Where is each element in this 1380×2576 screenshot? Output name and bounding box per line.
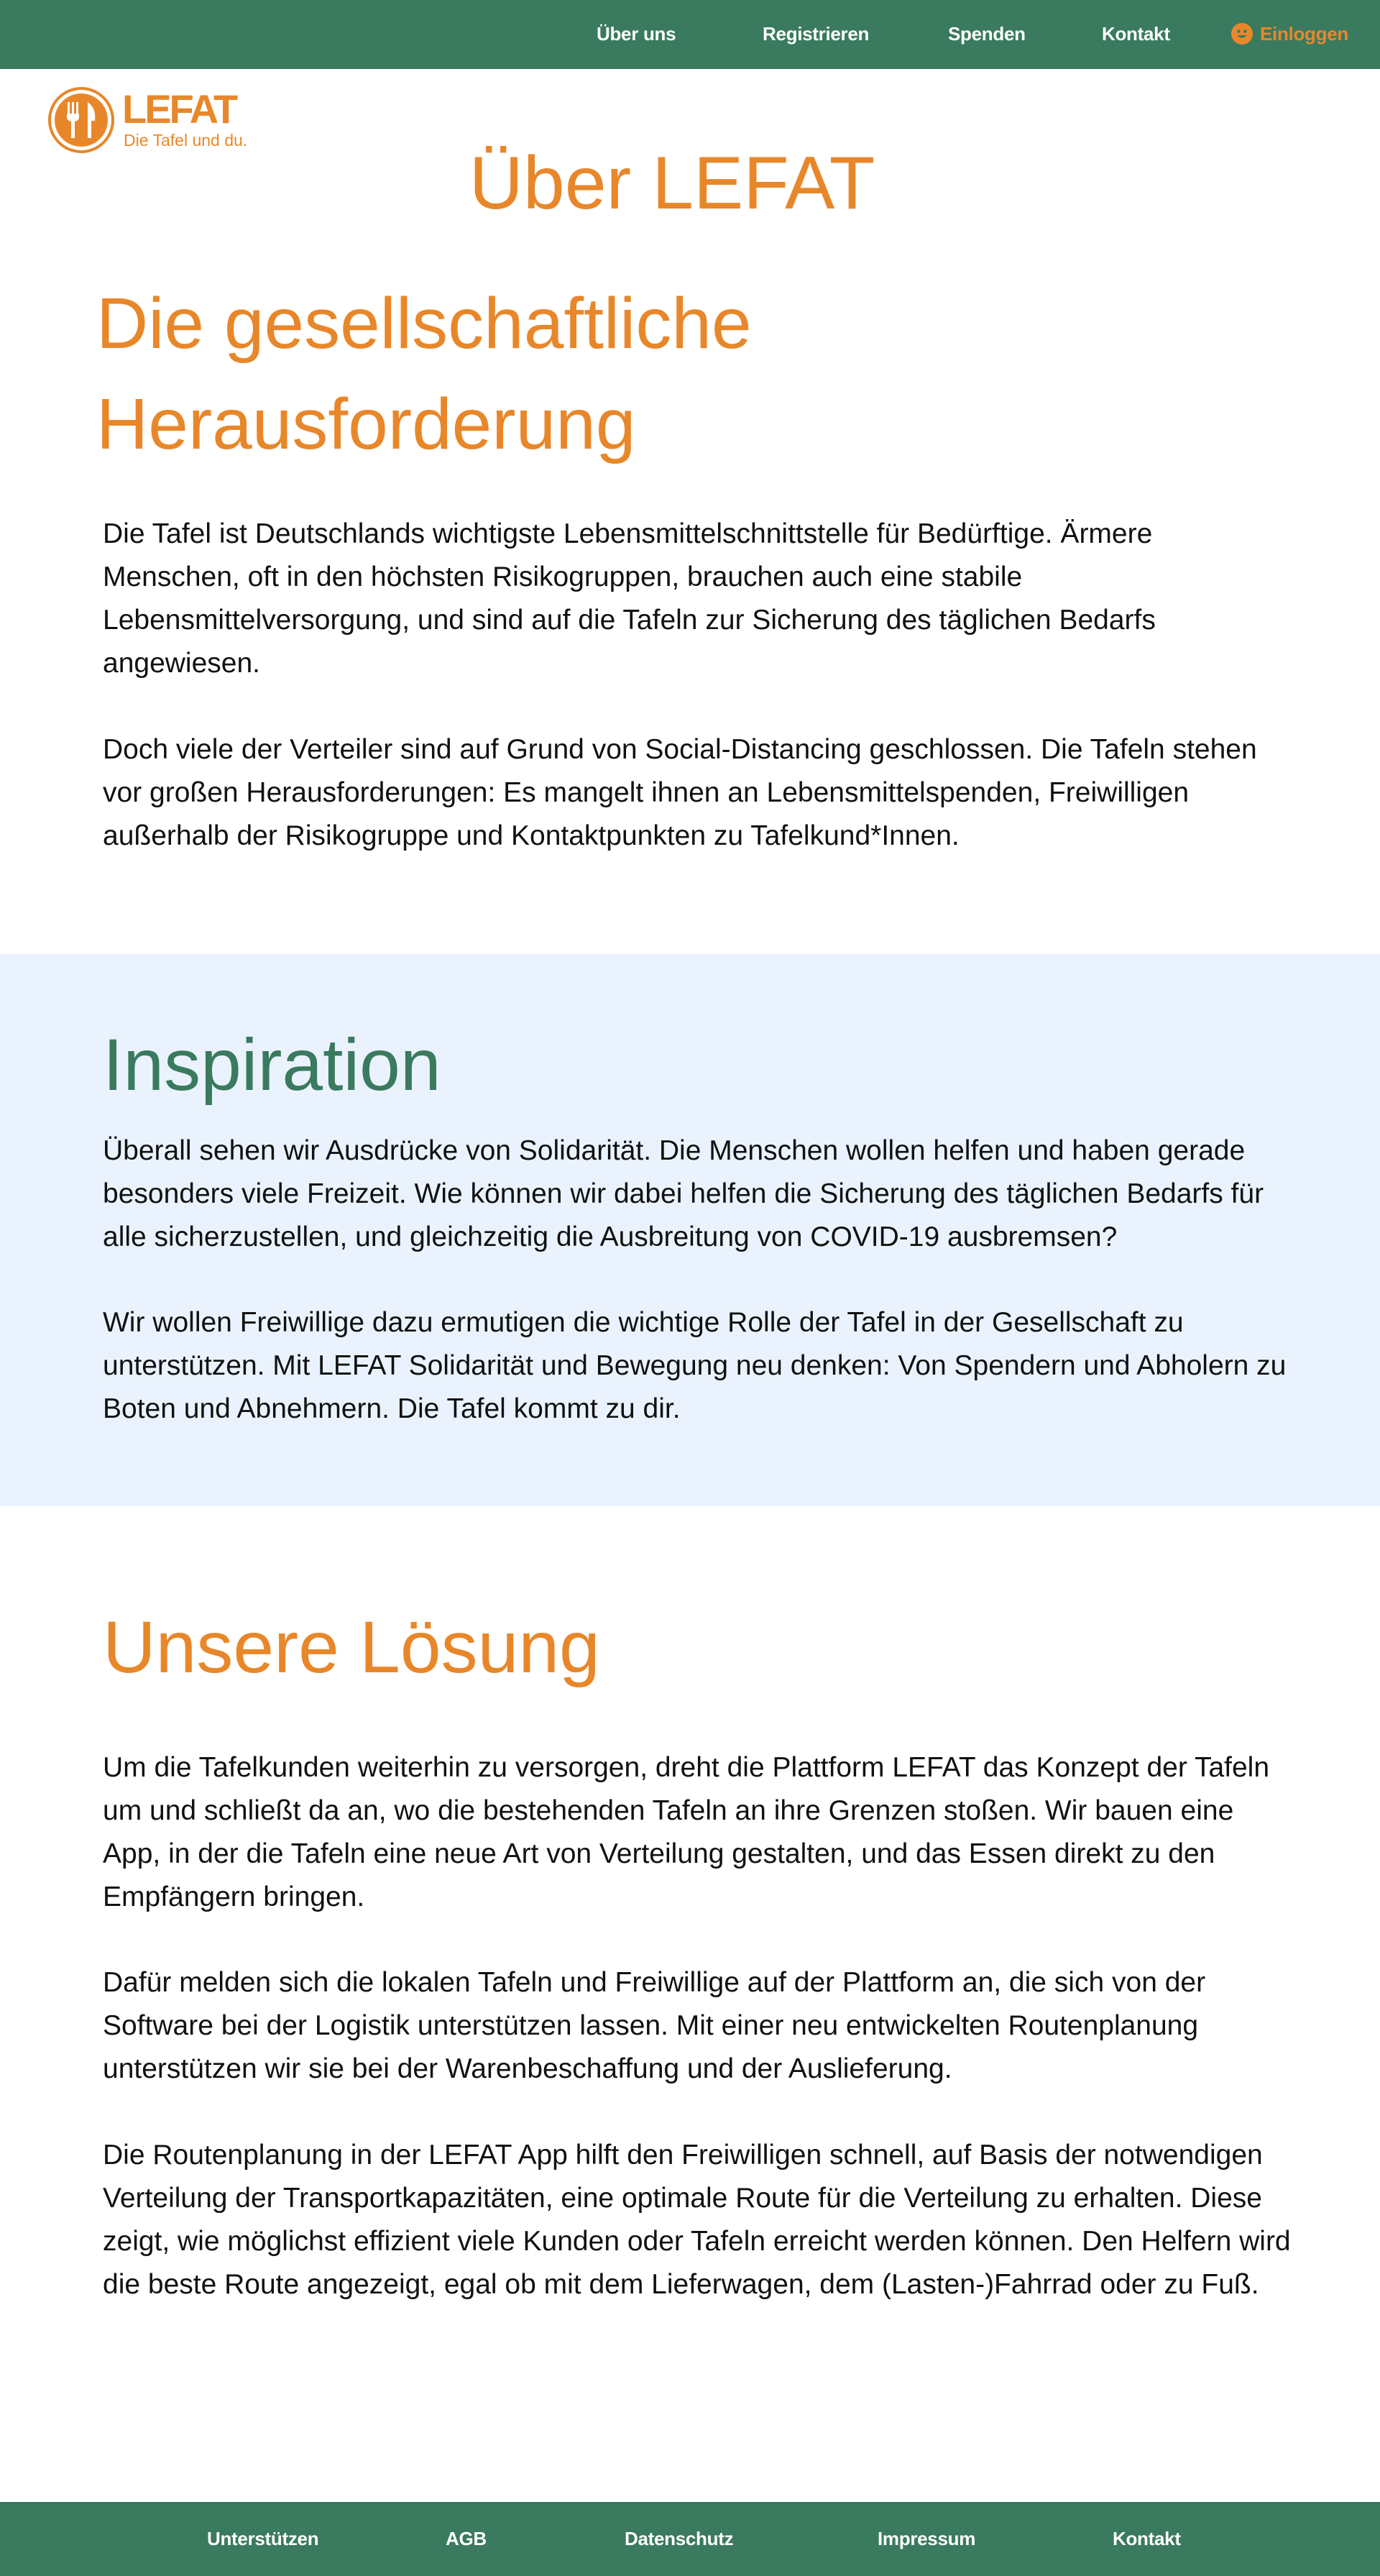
footer-bar [0,2502,1380,2576]
logo-name: LEFAT [122,86,236,132]
solution-heading: Unsere Lösung [103,1606,600,1688]
top-navigation-bar [0,0,1380,69]
page-title: Über LEFAT [469,142,875,225]
solution-paragraph: Um die Tafelkunden weiterhin zu versorgen, dreht die Plattform LEFAT das Konzept der Tafeln um und schließt da an, wo die bestehenden Tafeln an ihre Grenzen stoßen. Wir bauen eine App, in der die Tafeln eine neue Art von Verteilung gestalten, und das Essen direkt zu den Empfängern bringen. [103,1752,1270,1912]
inspiration-paragraph: Wir wollen Freiwillige dazu ermutigen die wichtige Rolle der Tafel in der Gesellschaft zu unterstützen. Mit LEFAT Solidarität und Bewegung neu denken: Von Spendern und Abholern zu Boten und Abnehmern. Die Tafel kommt zu dir. [103,1307,1287,1424]
challenge-heading-line2: Herausforderung [96,384,636,464]
logo-tagline: Die Tafel und du. [124,131,248,150]
footer-link-imprint[interactable]: Impressum [878,2528,976,2549]
challenge-paragraph: Doch viele der Verteiler sind auf Grund von Social-Distancing geschlossen. Die Tafeln stehen vor großen Herausforderungen: Es mangelt ihnen an Lebensmittelspenden, Freiwilligen außerhalb der Risikogruppe und Kontaktpunkten zu Tafelkund*Innen. [103,734,1257,851]
solution-paragraph: Die Routenplanung in der LEFAT App hilft den Freiwilligen schnell, auf Basis der notwendigen Verteilung der Transportkapazitäten, eine optimale Route für die Verteilung zu erhalten. Diese zeigt, wie möglichst effizient viele Kunden oder Tafeln erreicht werden können. Den Helfern wird die beste Route angezeigt, egal ob mit dem Lieferwagen, dem (Lasten-)Fahrrad oder zu Fuß. [103,2140,1291,2300]
nav-link-contact[interactable]: Kontakt [1102,23,1170,45]
nav-link-about[interactable]: Über uns [597,23,676,45]
smiley-icon [1231,23,1253,45]
inspiration-paragraph: Überall sehen wir Ausdrücke von Solidarität. Die Menschen wollen helfen und haben gerade besonders viele Freizeit. Wie können wir dabei helfen die Sicherung des täglichen Bedarfs für alle sicherzustellen, und gleichzeitig die Ausbreitung von COVID-19 ausbremsen? [103,1135,1264,1252]
challenge-paragraph: Die Tafel ist Deutschlands wichtigste Lebensmittelschnittstelle für Bedürftige. Ärmere Menschen, oft in den höchsten Risikogruppen, brauchen auch eine stabile Lebensmittelversorgung, und sind auf die Tafeln zur Sicherung des täglichen Bedarfs angewiesen. [103,518,1156,679]
nav-link-register[interactable]: Registrieren [763,23,870,45]
solution-paragraph: Dafür melden sich die lokalen Tafeln und Freiwillige auf der Plattform an, die sich von der Software bei der Logistik unterstützen lassen. Mit einer neu entwickelten Routenplanung unterstützen wir sie bei der Warenbeschaffung und der Auslieferung. [103,1967,1206,2084]
nav-link-donate[interactable]: Spenden [948,23,1026,45]
login-label: Einloggen [1260,22,1348,45]
footer-link-privacy[interactable]: Datenschutz [625,2528,734,2549]
inspiration-heading: Inspiration [103,1024,441,1106]
footer-link-terms[interactable]: AGB [446,2528,487,2549]
footer-link-contact[interactable]: Kontakt [1113,2528,1181,2549]
challenge-heading-line1: Die gesellschaftliche [96,283,752,364]
login-button[interactable] [1231,20,1348,47]
footer-link-support[interactable]: Unterstützen [207,2528,319,2549]
